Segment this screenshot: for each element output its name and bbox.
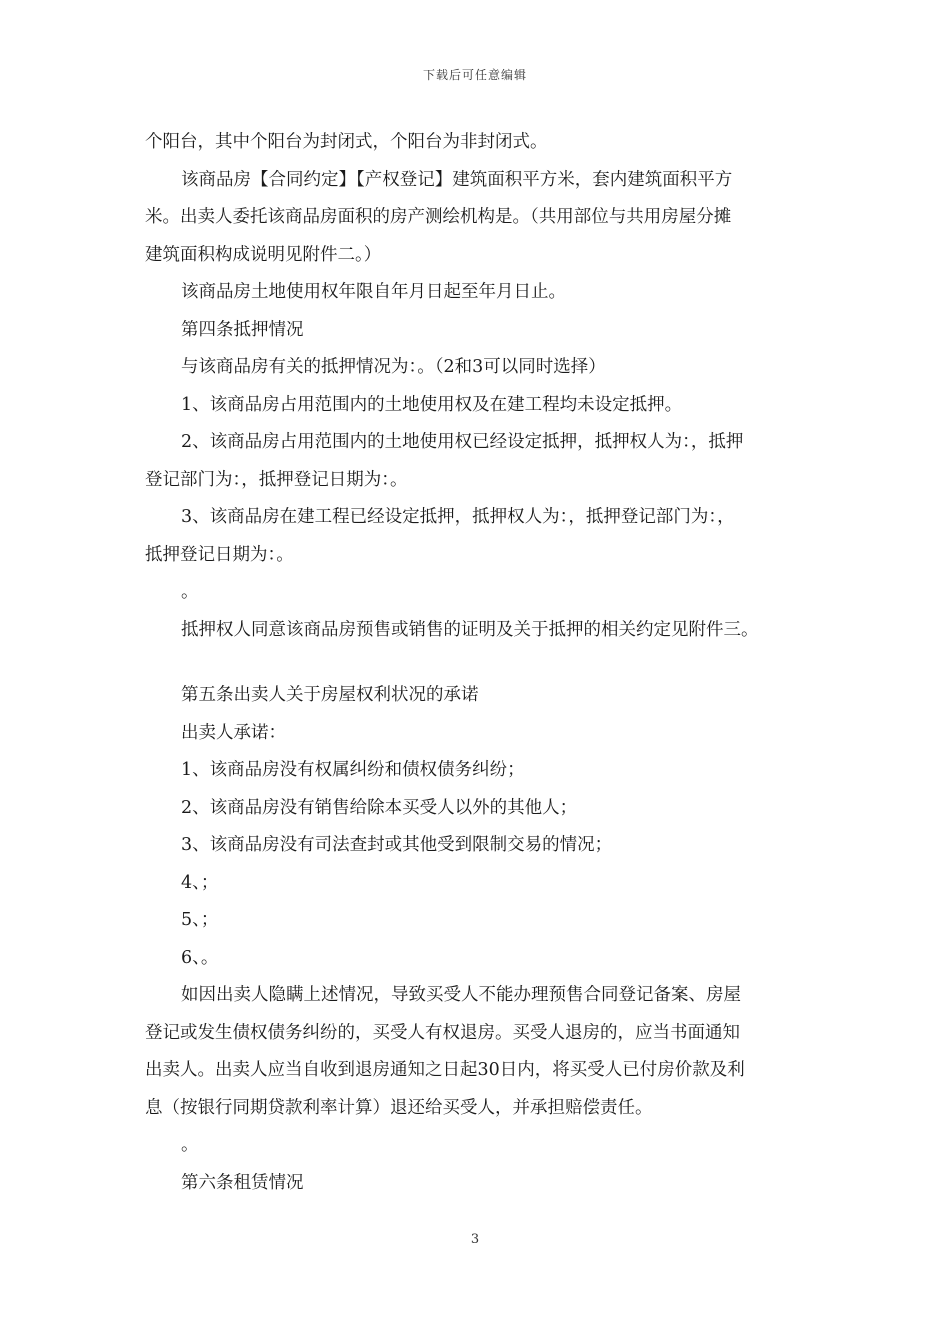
paragraph-line: 。 [181,582,199,602]
list-item: 2、该商品房没有销售给除本买受人以外的其他人； [181,797,578,818]
paragraph-line: 个阳台，其中个阳台为封闭式，个阳台为非封闭式。 [145,132,548,152]
paragraph-line: 该商品房【合同约定】【产权登记】建筑面积平方米，套内建筑面积平方 [181,169,733,190]
list-item: 3、该商品房在建工程已经设定抵押，抵押权人为：，抵押登记部门为：， [181,507,735,527]
section-heading: 第六条租赁情况 [181,1172,304,1193]
section-heading: 第五条出卖人关于房屋权利状况的承诺 [181,685,479,705]
section-heading: 第四条抵押情况 [181,319,304,340]
page-number: 3 [470,1232,480,1247]
paragraph-line: 抵押权人同意该商品房预售或销售的证明及关于抵押的相关约定见附件三。 [181,619,759,640]
paragraph-line: 如因出卖人隐瞒上述情况，导致买受人不能办理预售合同登记备案、房屋 [181,985,741,1005]
paragraph-line: 出卖人。出卖人应当自收到退房通知之日起30日内，将买受人已付房价款及利 [145,1060,745,1080]
page-header: 下载后可任意编辑 [422,68,527,82]
paragraph-spacer [145,649,825,677]
document-body [145,124,825,1202]
paragraph-line: 息（按银行同期贷款利率计算）退还给买受人，并承担赔偿责任。 [145,1097,653,1118]
paragraph-line: 抵押登记日期为：。 [145,544,294,565]
list-item: 3、该商品房没有司法查封或其他受到限制交易的情况； [181,835,613,855]
list-item: 2、该商品房占用范围内的土地使用权已经设定抵押，抵押权人为：，抵押 [181,432,744,452]
paragraph-line: 登记部门为：，抵押登记日期为：。 [145,469,408,490]
list-item: 1、该商品房占用范围内的土地使用权及在建工程均未设定抵押。 [181,394,683,415]
paragraph-line: 登记或发生债权债务纠纷的，买受人有权退房。买受人退房的，应当书面通知 [145,1022,740,1043]
list-item: 6、。 [181,947,219,968]
paragraph-line: 。 [181,1135,199,1155]
paragraph-line: 该商品房土地使用权年限自年月日起至年月日止。 [181,282,566,302]
paragraph-line: 米。出卖人委托该商品房面积的房产测绘机构是。（共用部位与共用房屋分摊 [145,207,732,227]
paragraph-line: 建筑面积构成说明见附件二。） [145,244,382,265]
list-item: 5、； [181,910,219,930]
list-item: 4、； [181,872,219,893]
paragraph-line: 与该商品房有关的抵押情况为：。（2和3可以同时选择） [181,357,606,377]
list-item: 1、该商品房没有权属纠纷和债权债务纠纷； [181,760,525,780]
paragraph-line: 出卖人承诺： [181,722,286,743]
